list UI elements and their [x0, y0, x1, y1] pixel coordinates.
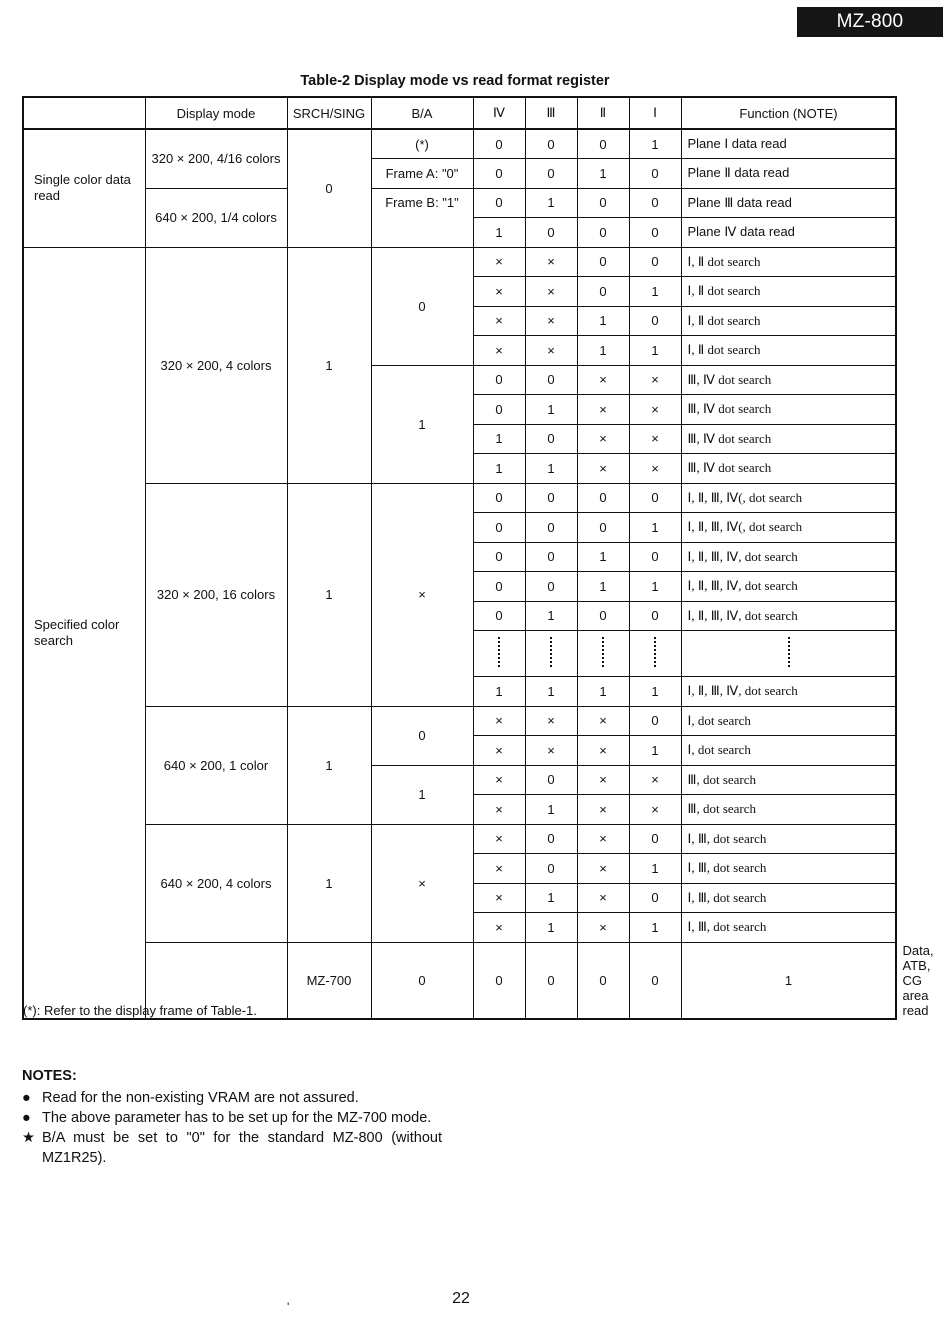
- ba-cell: Frame A: "0": [371, 159, 473, 189]
- bit-i: 1: [629, 513, 681, 543]
- bit-i: 0: [629, 542, 681, 572]
- function-cell: Ⅰ, Ⅱ dot search: [681, 277, 896, 307]
- display-mode-cell: 320 × 200, 4 colors: [145, 247, 287, 483]
- function-cell: Ⅲ, dot search: [681, 765, 896, 795]
- bit-ii: 0: [577, 601, 629, 631]
- bit-iii: 0: [525, 854, 577, 884]
- function-cell: Ⅲ, Ⅳ dot search: [681, 395, 896, 425]
- bit-i: 1: [629, 277, 681, 307]
- note-item: [22, 1128, 442, 1168]
- bit-iv: ×: [473, 706, 525, 736]
- function-cell: Ⅰ, Ⅲ, dot search: [681, 913, 896, 943]
- bit-ii: ×: [577, 854, 629, 884]
- table-row: [23, 824, 896, 854]
- ba-cell: ×: [371, 824, 473, 942]
- header-row: [23, 97, 896, 129]
- ellipsis-cell: [525, 631, 577, 677]
- bit-i: 1: [629, 677, 681, 707]
- table-row: [23, 247, 896, 277]
- col-header-blank: [23, 97, 145, 129]
- bit-i: ×: [629, 795, 681, 825]
- read-format-table: [22, 96, 934, 1020]
- srch-sing-cell: 0: [287, 129, 371, 247]
- function-cell: Ⅲ, Ⅳ dot search: [681, 365, 896, 395]
- function-cell: Plane Ⅱ data read: [681, 159, 896, 189]
- bit-iii: ×: [525, 277, 577, 307]
- bit-iv: 0: [473, 395, 525, 425]
- bit-i: 1: [629, 736, 681, 766]
- bit-ii: 0: [577, 483, 629, 513]
- bit-i: ×: [629, 765, 681, 795]
- bit-i: 0: [629, 159, 681, 189]
- ellipsis-cell: [629, 631, 681, 677]
- function-cell: Ⅲ, Ⅳ dot search: [681, 424, 896, 454]
- bit-ii: ×: [577, 454, 629, 484]
- table-title: Table-2 Display mode vs read format register: [300, 73, 610, 89]
- function-cell: Ⅰ, Ⅲ, dot search: [681, 854, 896, 884]
- model-badge: MZ-800: [797, 7, 943, 37]
- bit-ii: ×: [577, 765, 629, 795]
- note-text: Read for the non-existing VRAM are not assured.: [42, 1090, 359, 1106]
- col-header-function: Function (NOTE): [681, 97, 896, 129]
- note-item: [22, 1088, 442, 1108]
- bit-iii: ×: [525, 736, 577, 766]
- bit-ii: 0: [577, 129, 629, 159]
- bit-ii: 1: [577, 159, 629, 189]
- notes-heading: NOTES:: [22, 1068, 77, 1084]
- bit-ii: ×: [577, 736, 629, 766]
- bit-i: ×: [629, 365, 681, 395]
- star-icon: ★: [22, 1130, 35, 1146]
- bit-ii: 0: [577, 188, 629, 218]
- bit-iii: 0: [525, 572, 577, 602]
- ba-cell: 0: [371, 706, 473, 765]
- bit-iv: ×: [473, 795, 525, 825]
- bit-i: 0: [629, 883, 681, 913]
- bit-ii: 1: [577, 572, 629, 602]
- bit-iii: 0: [525, 513, 577, 543]
- bit-ii: 0: [577, 247, 629, 277]
- bit-i: 1: [629, 572, 681, 602]
- bit-iv: ×: [473, 913, 525, 943]
- bit-ii: 0: [629, 942, 681, 1019]
- table-row: [23, 188, 896, 218]
- ba-cell: 1: [371, 365, 473, 483]
- ba-cell: 1: [371, 765, 473, 824]
- bit-iv: ×: [473, 736, 525, 766]
- srch-sing-cell: 1: [287, 483, 371, 706]
- function-cell: Ⅰ, Ⅱ, Ⅲ, Ⅳ, dot search: [681, 601, 896, 631]
- bit-iii: 1: [525, 395, 577, 425]
- bit-ii: ×: [577, 795, 629, 825]
- function-cell: Plane Ⅳ data read: [681, 218, 896, 248]
- function-cell: Ⅲ, Ⅳ dot search: [681, 454, 896, 484]
- function-cell: Ⅰ, Ⅱ, Ⅲ, Ⅳ(, dot search: [681, 513, 896, 543]
- bit-iii: 0: [525, 824, 577, 854]
- display-mode-cell: 640 × 200, 1 color: [145, 706, 287, 824]
- bit-iii: 0: [577, 942, 629, 1019]
- srch-sing-cell: 1: [287, 706, 371, 824]
- ba-cell: 0: [473, 942, 525, 1019]
- srch-sing-cell: 1: [287, 247, 371, 483]
- group-single-color: Single color data read: [23, 129, 145, 247]
- function-cell: Ⅰ, Ⅲ, dot search: [681, 824, 896, 854]
- notes-section: [22, 1066, 442, 1168]
- function-cell: Ⅰ, Ⅱ, Ⅲ, Ⅳ(, dot search: [681, 483, 896, 513]
- function-cell: Ⅰ, Ⅱ, Ⅲ, Ⅳ, dot search: [681, 542, 896, 572]
- bit-i: 0: [629, 306, 681, 336]
- bit-ii: 1: [577, 336, 629, 366]
- col-header-display-mode: Display mode: [145, 97, 287, 129]
- table-footnote: (*): Refer to the display frame of Table-1.: [23, 1003, 257, 1018]
- bit-ii: ×: [577, 424, 629, 454]
- table-row: [23, 129, 896, 159]
- function-cell: Plane Ⅰ data read: [681, 129, 896, 159]
- display-mode-cell: 640 × 200, 4 colors: [145, 824, 287, 942]
- function-cell: Ⅰ, Ⅱ dot search: [681, 247, 896, 277]
- bit-ii: 1: [577, 306, 629, 336]
- col-header-iv: Ⅳ: [473, 97, 525, 129]
- bit-iv: 0: [473, 188, 525, 218]
- function-cell: Ⅰ, Ⅱ, Ⅲ, Ⅳ, dot search: [681, 677, 896, 707]
- bit-iv: ×: [473, 883, 525, 913]
- bit-ii: ×: [577, 883, 629, 913]
- bullet-icon: ●: [22, 1110, 31, 1126]
- stray-mark: ': [287, 1300, 290, 1314]
- bit-ii: 0: [577, 277, 629, 307]
- bit-ii: ×: [577, 913, 629, 943]
- bit-iv: 1: [473, 218, 525, 248]
- bit-iv: 0: [473, 513, 525, 543]
- bit-i: 0: [629, 483, 681, 513]
- ba-cell: ×: [371, 483, 473, 706]
- bit-iv: ×: [473, 277, 525, 307]
- table-row: [23, 483, 896, 513]
- bit-iv: ×: [473, 765, 525, 795]
- ellipsis-cell: [681, 631, 896, 677]
- function-cell: Ⅰ, dot search: [681, 736, 896, 766]
- bit-iv: ×: [473, 306, 525, 336]
- bit-iv: 1: [473, 424, 525, 454]
- display-mode-cell: 640 × 200, 1/4 colors: [145, 188, 287, 247]
- bullet-icon: ●: [22, 1090, 31, 1106]
- display-mode-cell: MZ-700: [287, 942, 371, 1019]
- bit-iv: 0: [473, 601, 525, 631]
- bit-iv: 0: [525, 942, 577, 1019]
- col-header-iii: Ⅲ: [525, 97, 577, 129]
- bit-iii: 0: [525, 483, 577, 513]
- bit-iv: 0: [473, 572, 525, 602]
- bit-ii: 0: [577, 218, 629, 248]
- bit-iii: 1: [525, 795, 577, 825]
- bit-i: 1: [681, 942, 896, 1019]
- bit-iii: 0: [525, 218, 577, 248]
- bit-i: 0: [629, 188, 681, 218]
- bit-ii: 1: [577, 677, 629, 707]
- display-mode-cell: 320 × 200, 4/16 colors: [145, 129, 287, 188]
- bit-ii: 0: [577, 513, 629, 543]
- bit-ii: ×: [577, 395, 629, 425]
- note-text: B/A must be set to "0" for the standard MZ-800 (without MZ1R25).: [42, 1130, 442, 1166]
- bit-iii: 1: [525, 677, 577, 707]
- srch-sing-cell: 0: [371, 942, 473, 1019]
- bit-iv: 0: [473, 483, 525, 513]
- group-specified-color: Specified color search: [23, 247, 145, 1019]
- bit-iv: 0: [473, 159, 525, 189]
- bit-i: ×: [629, 454, 681, 484]
- bit-iv: 1: [473, 677, 525, 707]
- ellipsis-cell: [473, 631, 525, 677]
- bit-iv: 0: [473, 365, 525, 395]
- bit-i: ×: [629, 424, 681, 454]
- table-row: MZ-700 0 0 0 0 0 1 Data, ATB, CG area read: [23, 942, 896, 1019]
- bit-iii: 1: [525, 913, 577, 943]
- ba-cell: Frame B: "1": [371, 188, 473, 247]
- bit-ii: 1: [577, 542, 629, 572]
- bit-iii: 0: [525, 765, 577, 795]
- function-cell: Ⅰ, Ⅱ, Ⅲ, Ⅳ, dot search: [681, 572, 896, 602]
- bit-ii: ×: [577, 824, 629, 854]
- bit-iii: 1: [525, 454, 577, 484]
- bit-i: 1: [629, 129, 681, 159]
- bit-iv: ×: [473, 247, 525, 277]
- note-text: The above parameter has to be set up for the MZ-700 mode.: [42, 1110, 432, 1126]
- bit-ii: ×: [577, 365, 629, 395]
- function-cell: Ⅰ, dot search: [681, 706, 896, 736]
- ba-cell: 0: [371, 247, 473, 365]
- bit-iii: 0: [525, 365, 577, 395]
- bit-iii: ×: [525, 706, 577, 736]
- bit-i: 1: [629, 336, 681, 366]
- bit-iii: 1: [525, 601, 577, 631]
- bit-iii: 1: [525, 188, 577, 218]
- bit-iii: ×: [525, 247, 577, 277]
- bit-iii: ×: [525, 336, 577, 366]
- bit-iii: 0: [525, 159, 577, 189]
- bit-i: 0: [629, 247, 681, 277]
- bit-i: 1: [629, 854, 681, 884]
- col-header-ba: B/A: [371, 97, 473, 129]
- bit-iv: 0: [473, 129, 525, 159]
- function-cell: Ⅲ, dot search: [681, 795, 896, 825]
- srch-sing-cell: 1: [287, 824, 371, 942]
- bit-iv: 1: [473, 454, 525, 484]
- note-item: [22, 1108, 442, 1128]
- col-header-srch-sing: [287, 97, 371, 129]
- bit-iv: ×: [473, 824, 525, 854]
- bit-i: 0: [629, 601, 681, 631]
- bit-i: 0: [629, 824, 681, 854]
- bit-iv: 0: [473, 542, 525, 572]
- display-mode-cell: 320 × 200, 16 colors: [145, 483, 287, 706]
- bit-i: ×: [629, 395, 681, 425]
- ba-cell: (*): [371, 129, 473, 159]
- bit-i: 0: [629, 218, 681, 248]
- function-cell: Ⅰ, Ⅱ dot search: [681, 306, 896, 336]
- function-cell: Ⅰ, Ⅱ dot search: [681, 336, 896, 366]
- page-number: 22: [452, 1290, 470, 1307]
- bit-iii: 1: [525, 883, 577, 913]
- table-row: [23, 706, 896, 736]
- bit-iv: ×: [473, 336, 525, 366]
- bit-iii: ×: [525, 306, 577, 336]
- function-cell: Ⅰ, Ⅲ, dot search: [681, 883, 896, 913]
- bit-iii: 0: [525, 129, 577, 159]
- bit-i: 1: [629, 913, 681, 943]
- col-header-i: Ⅰ: [629, 97, 681, 129]
- srch-sing-label: SRCH/SING: [292, 105, 366, 121]
- col-header-ii: Ⅱ: [577, 97, 629, 129]
- function-cell: Plane Ⅲ data read: [681, 188, 896, 218]
- bit-ii: ×: [577, 706, 629, 736]
- bit-i: 0: [629, 706, 681, 736]
- bit-iii: 0: [525, 424, 577, 454]
- bit-iii: 0: [525, 542, 577, 572]
- bit-iv: ×: [473, 854, 525, 884]
- ellipsis-cell: [577, 631, 629, 677]
